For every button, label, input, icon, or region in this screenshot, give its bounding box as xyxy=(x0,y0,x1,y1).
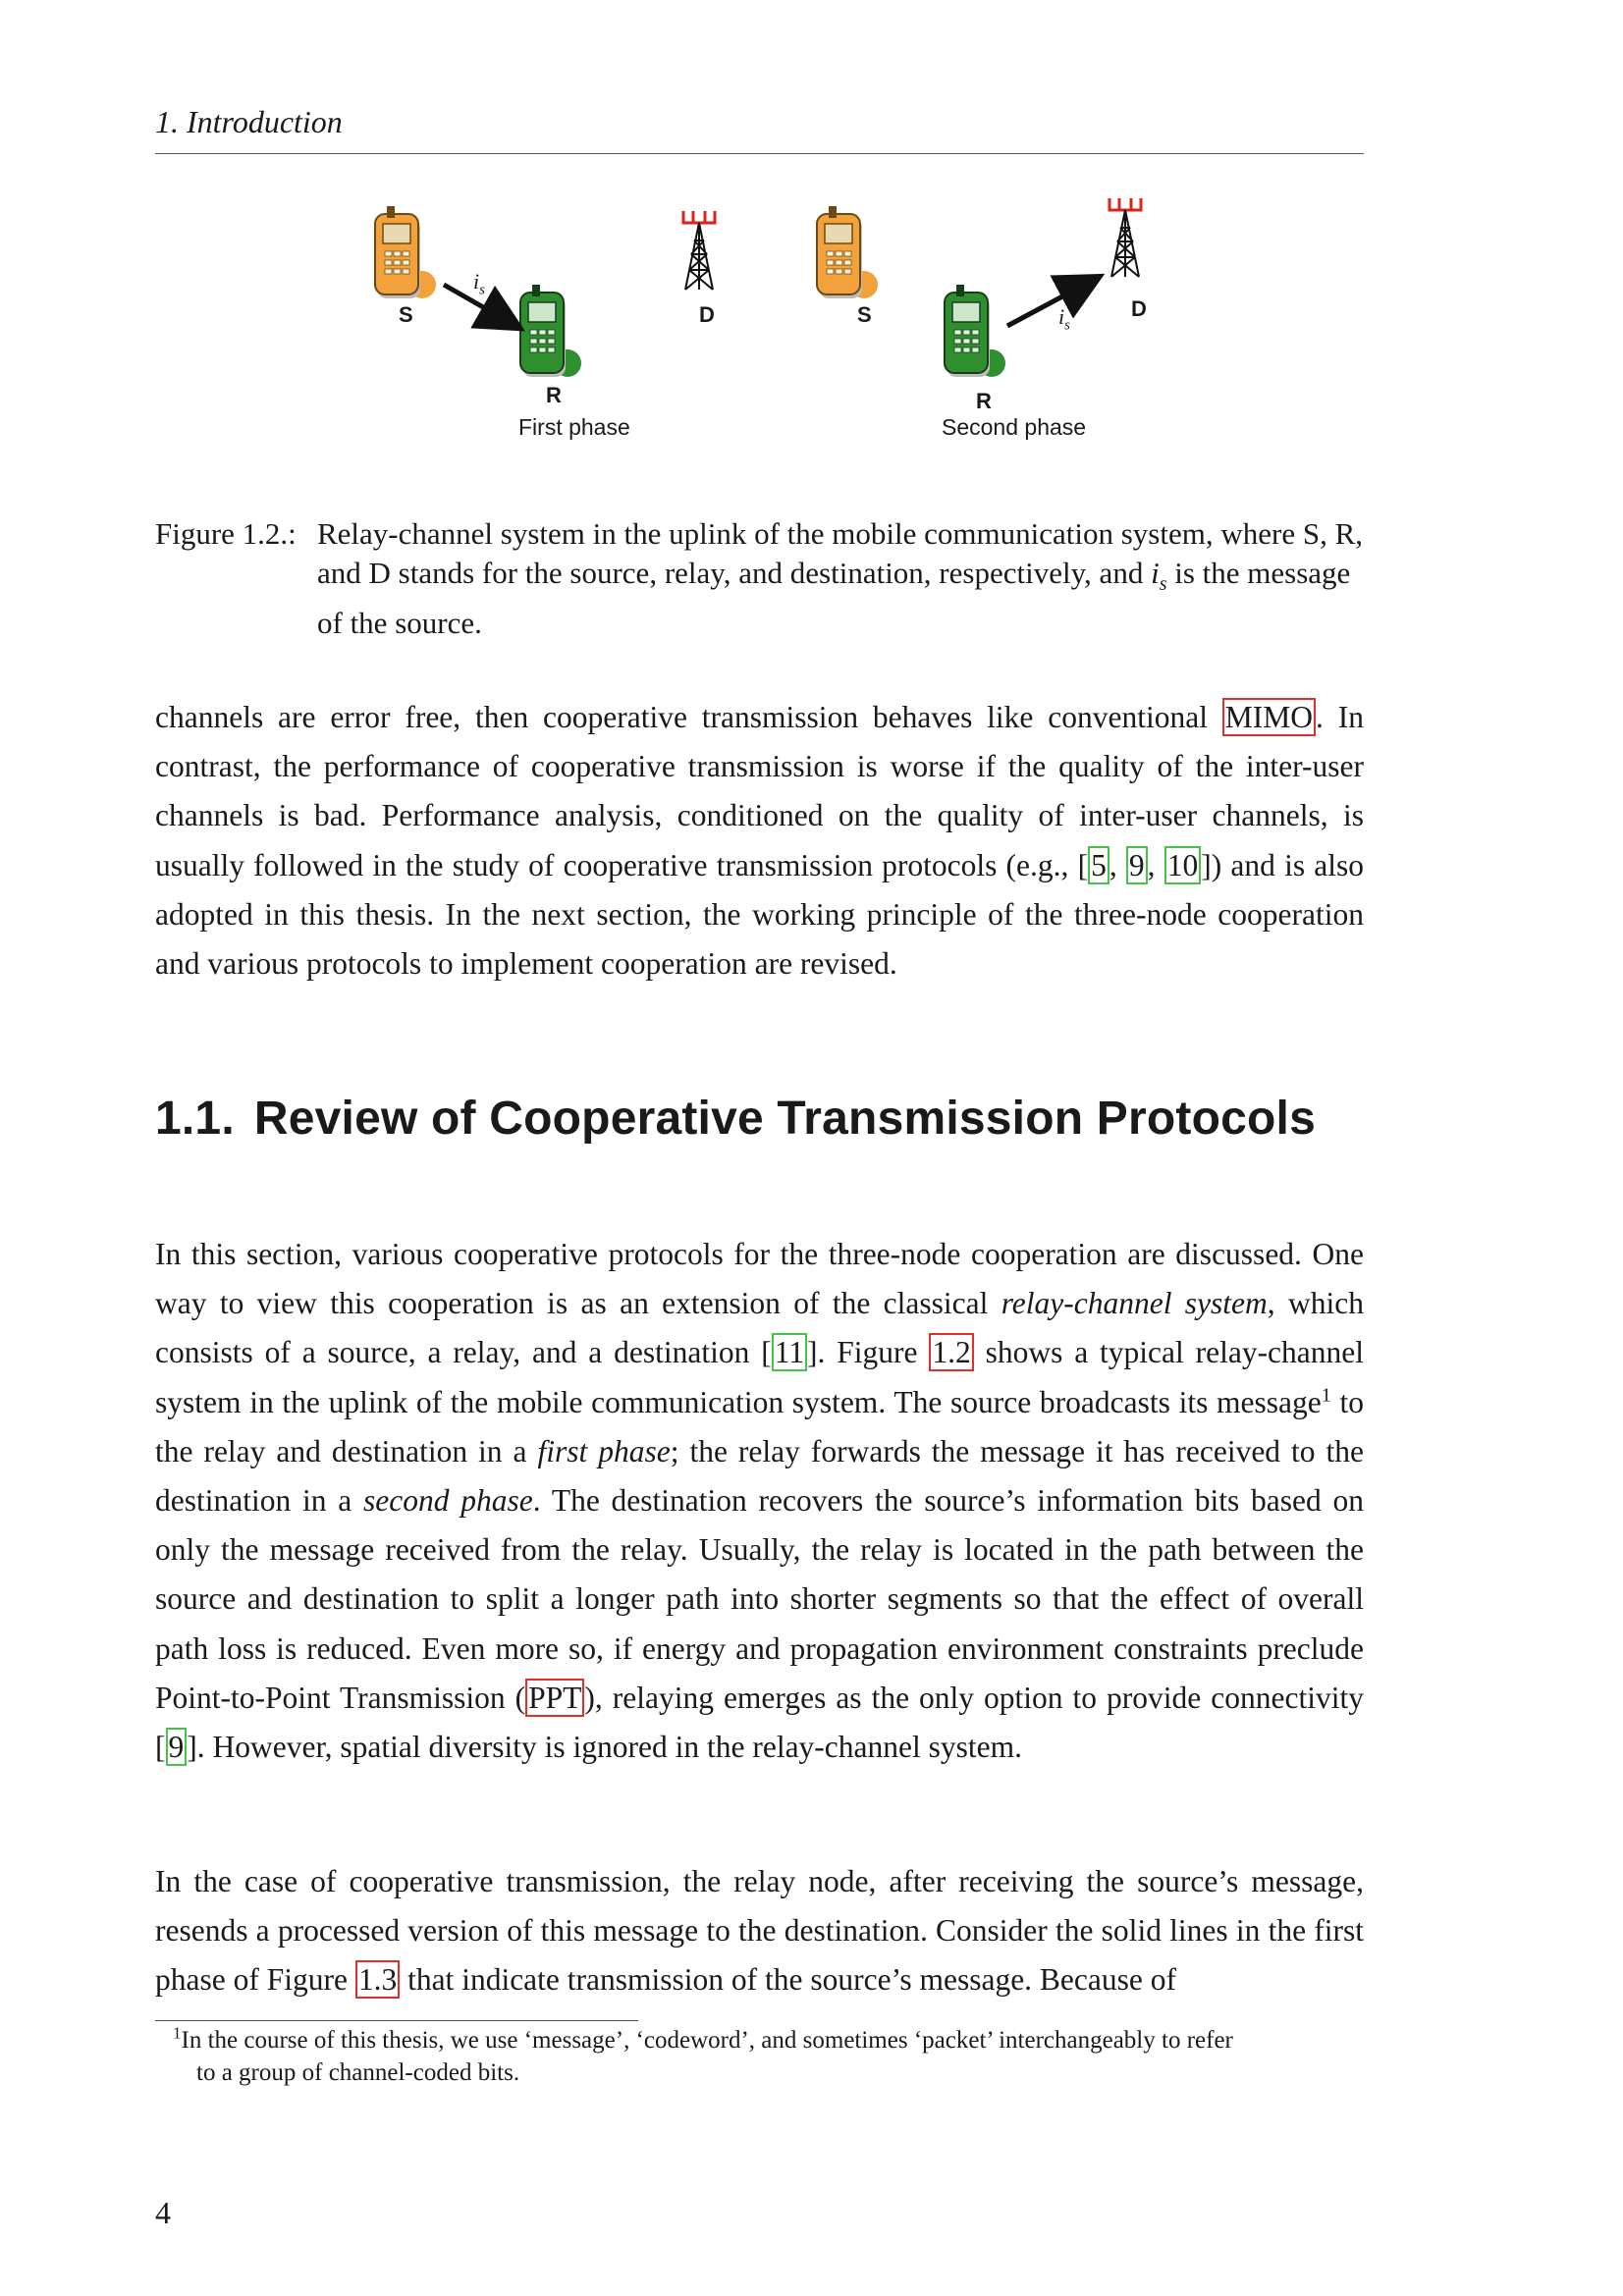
footnote-marker[interactable]: 1 xyxy=(1321,1384,1331,1407)
figure-caption xyxy=(155,514,1364,643)
figure-ref-link[interactable]: 1.3 xyxy=(355,1960,400,1999)
figure-graphic xyxy=(295,187,1276,452)
acronym-link-ppt[interactable]: PPT xyxy=(525,1679,584,1717)
page-number: 4 xyxy=(155,2195,171,2230)
paragraph: channels are error free, then cooperative transmission behaves like conventional MIMO. In contrast, the performance of cooperative transmission is worse if the quality of the inter-user channels is bad. Performance analysis, conditioned on the quality of inter-user channels, is usually followed in the study of cooperative transmission protocols (e.g., [5, 9, 10]) and is also adopted in this thesis. In the next section, the working principle of the three-node cooperation and various protocols to implement cooperation are revised. xyxy=(155,700,1365,982)
relay-phone-icon xyxy=(945,285,1005,377)
paragraph: In the case of cooperative transmission, the relay node, after receiving the source’s message, resends a processed version of this message to the destination. Consider the solid lines in the first phase of Figure 1.3 that indicate transmission of the source’s message. Because of xyxy=(155,1864,1364,1998)
relay-channel-figure xyxy=(295,187,1276,452)
relay-label: R xyxy=(976,389,992,413)
citation-link[interactable]: 10 xyxy=(1164,846,1202,884)
destination-tower-icon xyxy=(1109,198,1141,277)
destination-label: D xyxy=(699,302,715,327)
first-phase-label: First phase xyxy=(518,414,630,440)
header-rule xyxy=(155,153,1364,154)
footnote-mark: 1 xyxy=(173,2023,182,2043)
caption-text: Relay-channel system in the uplink of the mobile communication system, where S, R, and D stands for the source, relay, and destination, respectively, and $i_s$ is the message of the source. xyxy=(317,516,1363,641)
arrow-icon xyxy=(1007,281,1092,326)
source-phone-icon xyxy=(817,206,878,298)
source-phone-icon xyxy=(375,206,436,298)
destination-tower-icon xyxy=(683,211,715,290)
citation-link[interactable]: 5 xyxy=(1088,846,1109,884)
figure-ref-link[interactable]: 1.2 xyxy=(929,1333,973,1371)
running-head: 1. Introduction xyxy=(155,104,343,139)
message-label: $i_s$ xyxy=(1058,304,1070,334)
section-title: Review of Cooperative Transmission Protocols xyxy=(253,1093,1316,1145)
caption-label: Figure 1.2.: xyxy=(155,516,297,551)
destination-label: D xyxy=(1131,296,1147,321)
acronym-link-mimo[interactable]: MIMO xyxy=(1222,698,1316,736)
source-label: S xyxy=(399,302,413,327)
relay-label: R xyxy=(546,383,562,407)
message-label: $i_s$ xyxy=(473,269,485,298)
footnote: $^1$In the course of this thesis, we use ‘message’, ‘codeword’, and sometimes ‘packet’ interchangeably to refer to a group of channel-coded bits. xyxy=(173,2023,1233,2086)
citation-link[interactable]: 9 xyxy=(1126,846,1148,884)
second-phase-label: Second phase xyxy=(942,414,1087,440)
section-heading xyxy=(155,1092,1316,1146)
footnote-rule xyxy=(155,2020,638,2021)
source-label: S xyxy=(857,302,872,327)
citation-link[interactable]: 9 xyxy=(166,1728,188,1766)
section-number: 1.1. xyxy=(155,1093,235,1145)
citation-link[interactable]: 11 xyxy=(772,1333,807,1371)
paragraph: In this section, various cooperative protocols for the three-node cooperation are discussed. One way to view this cooperation is as an extension of the classical relay-channel system, which consists of a source, a relay, and a destination [11]. Figure 1.2 shows a typical relay-channel system in the uplink of the mobile communication system. The source broadcasts its message$^1$ to the relay and destination in a first phase; the relay forwards the message it has received to the destination in a second phase. The destination recovers the source’s information bits based on only the message received from the relay. Usually, the relay is located in the path between the source and destination to split a longer path into shorter segments so that the effect of overall path loss is reduced. Even more so, if energy and propagation environment constraints preclude Point-to-Point Transmission (PPT), relaying emerges as the only option to provide connectivity [9]. However, spatial diversity is ignored in the relay-channel system. xyxy=(155,1237,1364,1765)
relay-phone-icon xyxy=(520,285,581,377)
